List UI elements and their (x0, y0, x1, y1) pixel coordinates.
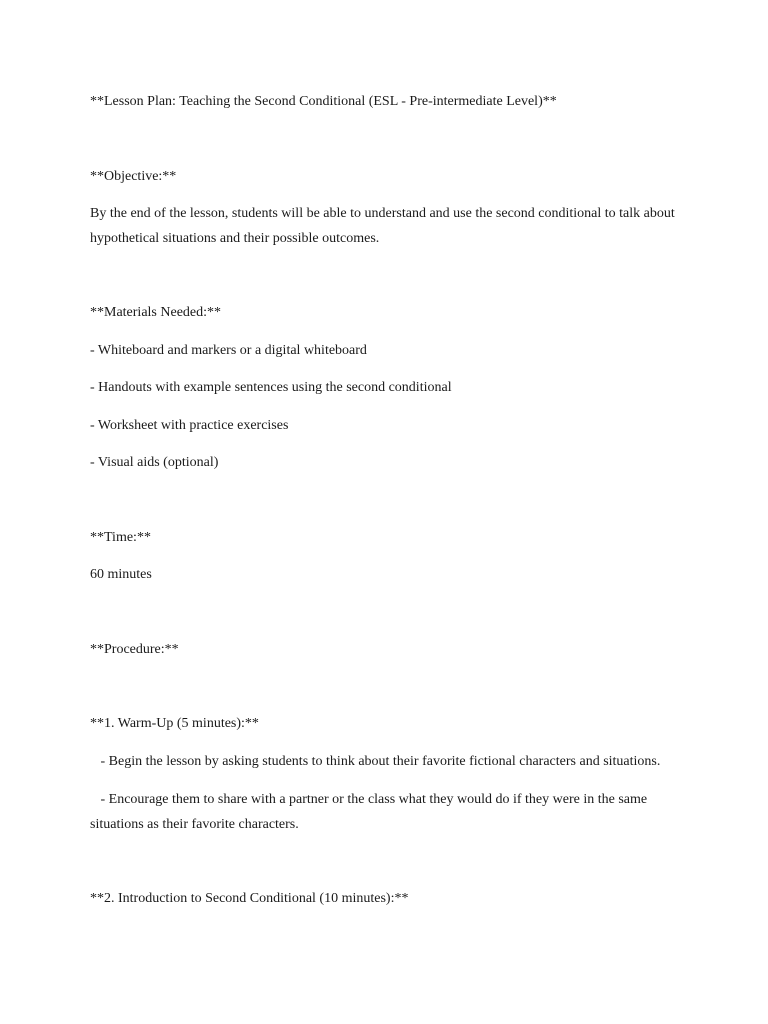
objective-heading: **Objective:** (90, 169, 177, 184)
materials-heading: **Materials Needed:** (90, 305, 222, 320)
document-title: **Lesson Plan: Teaching the Second Conditional (ESL - Pre-intermediate Level)** (90, 94, 557, 109)
materials-item: - Whiteboard and markers or a digital whiteboard (90, 343, 367, 358)
materials-item: - Handouts with example sentences using the second conditional (90, 380, 452, 395)
step-bullet: - Begin the lesson by asking students to think about their favorite fictional characters and situations. (90, 754, 661, 769)
step-heading: **2. Introduction to Second Conditional (10 minutes):** (90, 891, 409, 906)
materials-item: - Visual aids (optional) (90, 455, 219, 470)
step-bullet: - Encourage them to share with a partner or the class what they would do if they were in the same situations as their favorite characters. (90, 792, 651, 832)
step-heading: **1. Warm-Up (5 minutes):** (90, 716, 259, 731)
objective-text: By the end of the lesson, students will be able to understand and use the second conditional to talk about hypothetical situations and their possible outcomes. (90, 206, 675, 246)
materials-item: - Worksheet with practice exercises (90, 418, 289, 433)
time-heading: **Time:** (90, 530, 151, 545)
procedure-heading: **Procedure:** (90, 642, 179, 657)
time-value: 60 minutes (90, 567, 152, 582)
